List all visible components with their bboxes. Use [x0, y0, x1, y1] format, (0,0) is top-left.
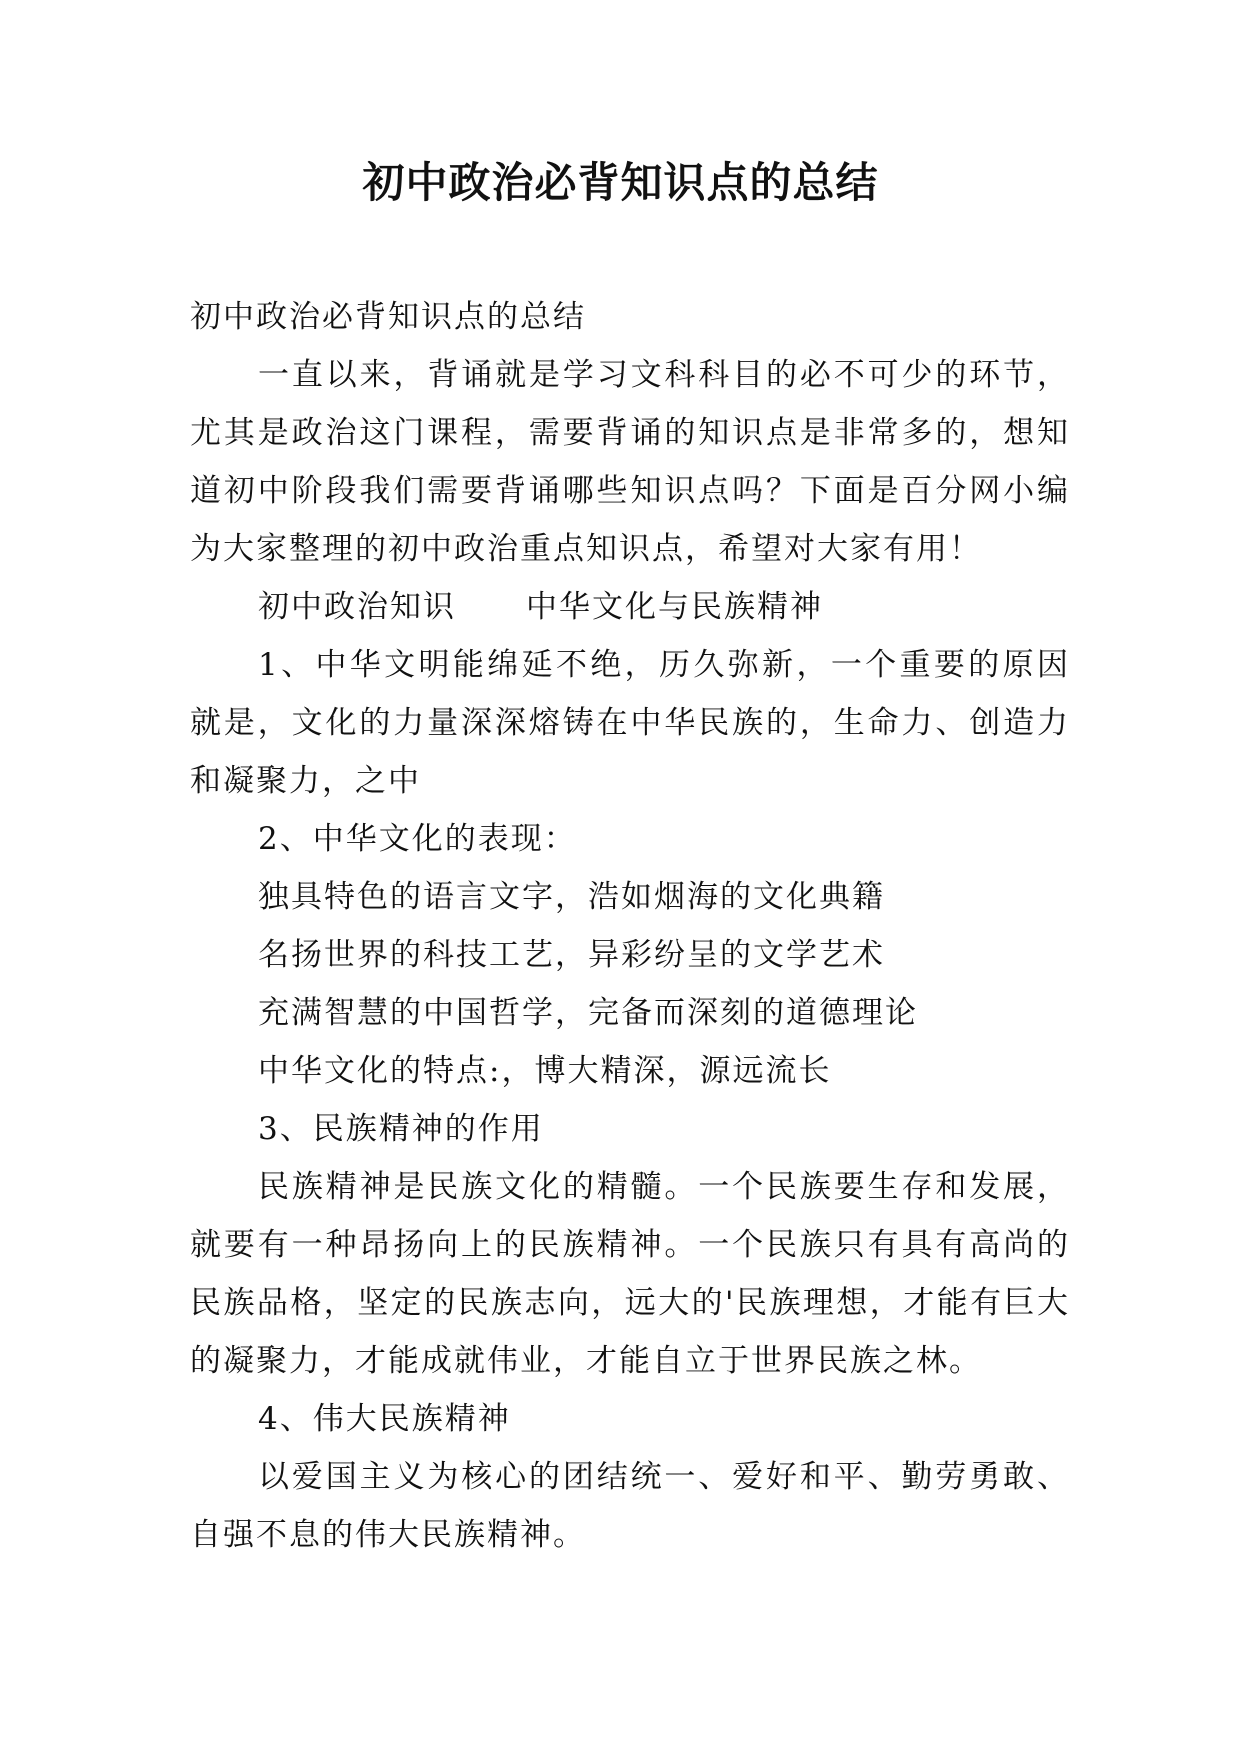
point-2-heading: 2、中华文化的表现： — [258, 821, 577, 857]
section-heading-right: 中华文化与民族精神 — [526, 589, 823, 625]
document-title: 初中政治必背知识点的总结 — [362, 158, 879, 207]
point-4-paragraph: 以爱国主义为核心的团结统一、爱好和平、勤劳勇敢、自强不息的伟大民族精神。 — [190, 1459, 1070, 1553]
point-4-heading: 4、伟大民族精神 — [258, 1401, 511, 1437]
point-2-item: 中华文化的特点:，博大精深，源远流长 — [258, 1053, 832, 1089]
document-subtitle: 初中政治必背知识点的总结 — [190, 299, 586, 335]
point-2-item: 充满智慧的中国哲学，完备而深刻的道德理论 — [258, 995, 918, 1031]
intro-paragraph: 一直以来，背诵就是学习文科科目的必不可少的环节，尤其是政治这门课程，需要背诵的知识点是非常多的，想知道初中阶段我们需要背诵哪些知识点吗？下面是百分网小编为大家整理的初中政治重点知识点，希望对大家有用！ — [190, 357, 1070, 567]
document-body — [190, 288, 1070, 1564]
point-3-paragraph: 民族精神是民族文化的精髓。一个民族要生存和发展，就要有一种昂扬向上的民族精神。一个民族只有具有高尚的民族品格，坚定的民族志向，远大的'民族理想，才能有巨大的凝聚力，才能成就伟业，才能自立于世界民族之林。 — [190, 1169, 1070, 1379]
point-1-paragraph: 1、中华文明能绵延不绝，历久弥新，一个重要的原因就是，文化的力量深深熔铸在中华民族的，生命力、创造力和凝聚力，之中 — [190, 647, 1070, 799]
point-2-item: 名扬世界的科技工艺，异彩纷呈的文学艺术 — [258, 937, 885, 973]
section-heading-left: 初中政治知识 — [258, 589, 456, 625]
point-2-item: 独具特色的语言文字，浩如烟海的文化典籍 — [258, 879, 885, 915]
point-3-heading: 3、民族精神的作用 — [258, 1111, 544, 1147]
section-heading — [190, 578, 1070, 636]
